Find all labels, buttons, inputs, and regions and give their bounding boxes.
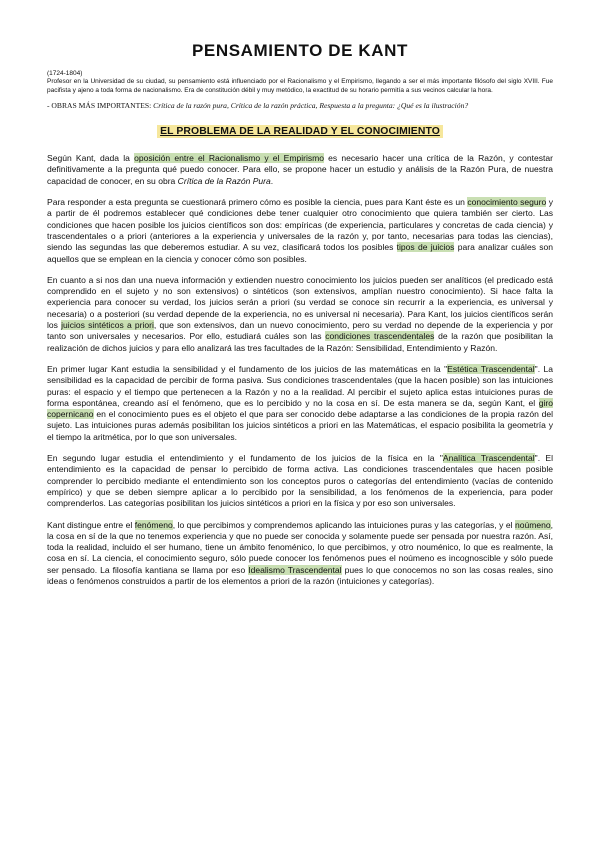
text: Para responder a esta pregunta se cuestionará primero cómo es posible la ciencia, pues para Kant éste es un (47, 197, 468, 208)
text: ". La sensibilidad es la capacidad de percibir de forma pasiva. Sus condiciones trascendentales (que la hacen posible) son las intuiciones puras: el espacio y el tiempo que pertenecen a la Razón y no a la realidad. Al percibir el sujeto aplica estas intuiciones puras de forma espontánea, creando así el fenómeno, que es lo percibido y no la cosa en sí. De esta manera se da, según Kant, el (47, 363, 554, 408)
highlight: fenómeno (134, 519, 173, 530)
text: , la cosa en sí de la que no tenemos experiencia y que no puede ser conocida y solamente puede ser pensada por nuestra razón. Así, toda la realidad, incluido el ser humano, tiene un ámbito fenoménico, lo que percibimos, y otro nouménico, lo que es realmente, la cosa en sí. La ciencia, el conocimiento seguro, sólo puede conocer los fenómenos pues el noúmeno es incognoscible y sólo puede ser pensado. La filosofía kantiana se llama por eso (47, 519, 553, 575)
italic-title: Crítica de la Razón Pura (177, 175, 271, 186)
paragraph-4 (47, 364, 553, 443)
highlight: noúmeno (514, 519, 551, 530)
main-works-label: - OBRAS MÁS IMPORTANTES: (47, 101, 152, 111)
paragraph-6 (47, 520, 553, 588)
main-works (47, 101, 553, 111)
highlight: condiciones trascendentales (325, 331, 435, 342)
highlight: tipos de juicios (396, 242, 455, 253)
main-works-list: Crítica de la razón pura, Crítica de la razón práctica, Respuesta a la pregunta: ¿Qué es la ilustración? (153, 101, 469, 111)
page-title: PENSAMIENTO DE KANT (191, 41, 409, 60)
section-title: EL PROBLEMA DE LA REALIDAD Y EL CONOCIMIENTO (157, 125, 443, 138)
document-page (47, 40, 553, 597)
text: En cuanto a si nos dan una nueva información y extienden nuestro conocimiento los juicios pueden ser analíticos (el predicado está comprendido en el sujeto y no son extensivos) o sintéticos (son extensivos, amplían nuestro conocimiento). Si hace falta la experiencia para conocer su verdad, los juicios serán a priori (su verdad se conoce sin recurrir a la experiencia, es universal y necesaria) o a posteriori (su verdad depende de la experiencia, no es universal ni necesaria). Para Kant, los juicios científicos serán los (47, 274, 553, 331)
text: ". El entendimiento es la capacidad de pensar lo percibido de forma activa. Las condiciones trascendentales que hacen posible comprender lo percibido mediante el entendimiento son los conceptos puros o categorías del entendimiento (vacías de contenido empírico) y que se deben siempre aplicar a lo percibido por la sensibilidad, a los fenómenos de la experiencia, para poder comprenderlos. Las categorías posibilitan los juicios sintéticos a priori en la física y por eso son universales. (47, 453, 553, 509)
text: En primer lugar Kant estudia la sensibilidad y el fundamento de los juicios de las matemáticas en la " (47, 363, 448, 374)
highlight: oposición entre el Racionalismo y el Empirismo (134, 153, 324, 164)
text: para analizar cuáles son aquellos que se emplean en la ciencia y conocer cómo son posibles. (47, 242, 554, 264)
highlight: Idealismo Trascendental (248, 564, 342, 575)
paragraph-5 (47, 453, 553, 509)
life-dates: (1724-1804) (47, 70, 83, 77)
paragraph-2 (47, 197, 553, 265)
text: Según Kant, dada la (47, 153, 135, 164)
highlight: Estética Trascendental (447, 363, 535, 374)
paragraph-3 (47, 275, 553, 354)
text: en el conocimiento pues es el objeto el que para ser conocido debe adaptarse a las condiciones de la propia razón del sujeto. Las intuiciones puras además posibilitan los juicios sintéticos a priori en las Matemáticas, el espacio posibilita la geometría y el tiempo la aritmética, por lo que son universales. (47, 409, 553, 442)
highlight: juicios sintéticos a priori (61, 320, 154, 331)
paragraph-1 (47, 153, 553, 187)
text: pues lo que conocemos no son las cosas reales, sino ideas o fenómenos construidos a partir de los elementos a priori de la razón (intuiciones y categorías). (47, 564, 553, 586)
section-header (47, 121, 553, 139)
highlight: Analítica Trascendental (442, 453, 535, 464)
text: Kant distingue entre el (47, 519, 135, 530)
text: , lo que percibimos y comprendemos aplicando las intuiciones puras y las categorías, y el (172, 519, 515, 530)
text: de la razón que posibilitan la realización de dichos juicios y para ello analizará las tres facultades de la Razón: Sensibilidad, Entendimiento y Razón. (47, 331, 553, 353)
highlight: conocimiento seguro (467, 197, 547, 208)
text: , que son extensivos, dan un nuevo conocimiento, pero su verdad no depende de la experiencia y por tanto son universales y necesarios. Por ello, estudiará cuáles son las (47, 320, 553, 342)
text: y a partir de él podremos establecer qué condiciones debe tener cualquier otro conocimiento que quiera también ser cierto. Las condiciones que hacen posible los juicios científicos son dos: empíricas (de experiencia, particulares y concretas de cada ciencia) y trascendentales o a priori (anteriores a la experiencia y universales de la razón y, por tanto, necesarias para todas las ciencias), siendo las segundas las que deberemos estudiar. A su vez, clasificará todos los posibles (47, 197, 553, 253)
text: . (270, 175, 274, 186)
highlight: giro copernicano (47, 397, 553, 420)
text: En segundo lugar estudia el entendimiento y el fundamento de los juicios de la física en la " (47, 453, 443, 464)
text: es necesario hacer una crítica de la Razón, y contestar definitivamente a la pregunta qué puedo conocer. Para ello, se propone hacer un estudio y análisis de la Razón Pura, de nuestra capacidad de conocer, en su obra (47, 153, 553, 186)
biography: Profesor en la Universidad de su ciudad, su pensamiento está influenciado por el Racionalismo y el Empirismo, llegando a ser el más importante filósofo del siglo XVIII. Fue pacifista y ajeno a toda forma de nacionalismo. Era de constitución débil y muy metódico, la exactitud de su horario permitía a sus vecinos calcular la hora. (47, 78, 553, 94)
